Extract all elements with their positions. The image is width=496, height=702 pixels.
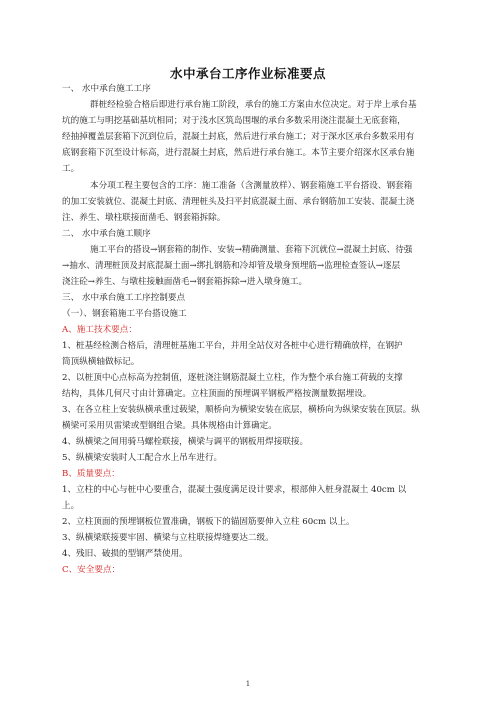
body-text-line: （一）、钢套箱施工平台搭设施工 <box>62 309 187 319</box>
body-text-line: 群桩经检验合格后即进行承台施工阶段，承台的施工方案由水位决定。对于岸上承台基 <box>90 100 417 110</box>
body-text-line: 2、立柱顶面的预埋钢板位置准确，钢板下的锚固筋要伸入立柱 60cm 以上。 <box>62 517 355 527</box>
body-text-line: 二、 水中承台施工顺序 <box>62 229 151 239</box>
body-text-line: 工。 <box>62 164 80 174</box>
body-text-line: 经抽掉覆盖层套箱下沉到位后，混凝土封底，然后进行承台施工；对于深水区承台多数采用有 <box>62 132 415 142</box>
body-text-line: 上。 <box>62 501 80 511</box>
body-text-line: 3、纵横梁联接要牢固、横梁与立柱联接焊缝要达二级。 <box>62 533 274 543</box>
body-text-line: 4、残旧、破损的型钢严禁使用。 <box>62 549 188 559</box>
body-text-line: 注、养生、墩柱联接面凿毛、钢套箱拆除。 <box>62 213 226 223</box>
body-text-line: 结构，具体几何尺寸由计算确定。立柱顶面的预埋调平钢板严格按测量数据埋设。 <box>62 389 372 399</box>
section-subheading: B、质量要点： <box>62 469 120 479</box>
body-text-line: 1、桩基经检测合格后，清理桩基施工平台，并用全站仪对各桩中心进行精确放样，在钢护 <box>62 341 403 351</box>
body-text-line: 三、 水中承台施工工序控制要点 <box>62 293 186 303</box>
page-number: 1 <box>245 680 251 688</box>
body-text-line: 横梁可采用贝雷梁或型钢组合梁。具体规格由计算确定。 <box>62 421 277 431</box>
body-text-line: 1、立柱的中心与桩中心要重合，混凝土强度满足设计要求，根部伸入桩身混凝土 40cm 以 <box>62 485 407 495</box>
section-subheading: A、施工技术要点： <box>62 325 137 335</box>
body-text-line: 浇注砼→养生、与墩柱接触面凿毛→钢套箱拆除→进入墩身施工。 <box>62 277 308 287</box>
body-text-line: 一、 水中承台施工工序 <box>62 84 151 94</box>
body-text-line: 4、纵横梁之间用骑马螺栓联接，横梁与调平的钢板用焊接联接。 <box>62 437 309 447</box>
body-text-line: →抽水、清理桩顶及封底混凝土面→绑扎钢筋和冷却管及墩身预埋筋→监理检查签认→逐层 <box>62 261 401 271</box>
body-text-line: 5、纵横梁安装时人工配合水上吊车进行。 <box>62 453 223 463</box>
body-text-line: 底钢套箱下沉至设计标高，进行混凝土封底，然后进行承台施工。本节主要介绍深水区承台施 <box>62 148 415 158</box>
body-text-line: 2、以桩顶中心点标高为控制值，逐桩浇注钢筋混凝土立柱，作为整个承台施工荷载的支撑 <box>62 373 403 383</box>
body-text-line: 筒顶纵横轴做标记。 <box>62 357 140 367</box>
body-text-line: 坑的施工与明挖基础基坑相同；对于浅水区筑岛围堰的承台多数采用浇注混凝土无底套箱， <box>62 116 406 126</box>
body-text-line: 3、在各立柱上安装纵横承重过载梁，顺桥向为横梁安装在底层，横桥向为纵梁安装在顶层。纵 <box>62 405 420 415</box>
body-text-line: 的加工安装就位、混凝土封底、清理桩头及扫平封底混凝土面、承台钢筋加工安装、混凝土浇 <box>62 197 415 207</box>
body-text-line: 本分项工程主要包含的工序：施工准备（含测量放样）、钢套箱施工平台搭设、钢套箱 <box>90 181 413 191</box>
page-title: 水中承台工序作业标准要点 <box>169 66 326 81</box>
body-text-line: 施工平台的搭设→钢套箱的制作、安装→精确测量、套箱下沉就位→混凝土封底、待强 <box>90 245 413 255</box>
section-subheading: C、安全要点： <box>62 565 121 575</box>
